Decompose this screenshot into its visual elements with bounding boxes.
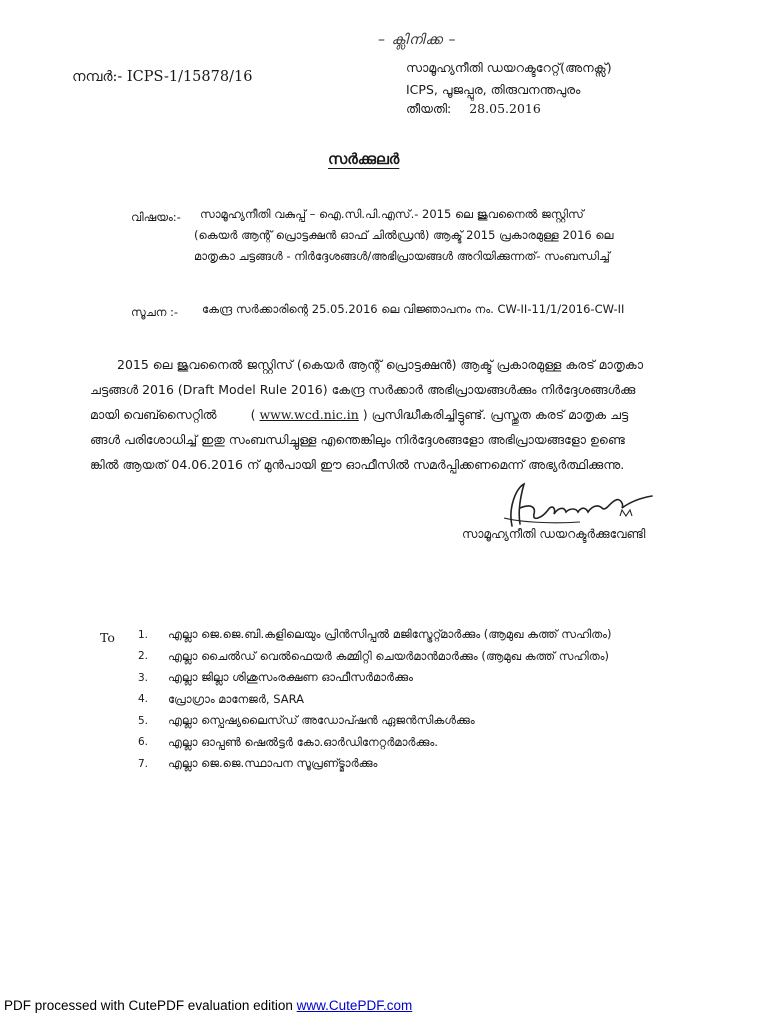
list-item [138,689,611,711]
to-label: To [100,630,115,645]
website-link[interactable]: www.wcd.nic.in [259,407,359,422]
subject-line-2: (കെയർ ആന്റ് പ്രൊട്ടക്ഷൻ ഓഫ് ചിൽഡ്രൻ) ആക്ട് 2015 പ്രകാരമുള്ള 2016 ലെ [194,228,614,242]
recipient-text: എല്ലാ സ്പെഷ്യലൈസ്ഡ് അഡോപ്ഷൻ ഏജൻസികൾക്കും [168,713,475,728]
body-line-3 [90,407,628,423]
recipient-text: എല്ലാ ചൈൽഡ് വെൽഫെയർ കമ്മിറ്റി ചെയർമാൻമാർക്കും (ആമുഖ കത്ത് സഹിതം) [168,648,610,663]
recipient-text: പ്രോഗ്രാം മാനേജർ, SARA [168,691,304,706]
body-line-3-suffix: ) പ്രസിദ്ധീകരിച്ചിട്ടുണ്ട്. പ്രസ്തുത കരട് മാതൃക ചട്ട [362,407,629,422]
reference-text: കേന്ദ്ര സർക്കാരിന്റെ 25.05.2016 ലെ വിജ്ഞാപനം നം. CW-II-11/1/2016-CW-II [202,302,625,316]
footer-text: PDF processed with CutePDF evaluation edition [4,998,293,1013]
date-value: 28.05.2016 [469,101,541,116]
body-line-3-prefix: മായി വെബ്സൈറ്റിൽ [90,407,217,422]
recipient-text: എല്ലാ ജെ.ജെ.ബി.കളിലെയും പ്രിൻസിപ്പൽ മജിസ്ട്രേറ്റ്മാർക്കും (ആമുഖ കത്ത് സഹിതം) [168,627,612,642]
list-item [138,624,611,646]
recipient-text: എല്ലാ ഓപ്പൺ ഷെൽട്ടർ കോ.ഓർഡിനേറ്റർമാർക്കും. [168,734,438,749]
reference-number: നമ്പർ:- ICPS-1/15878/16 [72,69,253,85]
list-item [138,732,611,754]
recipient-text: എല്ലാ ജില്ലാ ശിശുസംരക്ഷണ ഓഫീസർമാർക്കും [168,670,413,685]
subject-label: വിഷയം:- [131,210,181,224]
list-item [138,710,611,732]
date-label: തീയതി: [406,101,452,116]
recipient-number: 6. [138,736,149,749]
signer-title: സാമൂഹ്യനീതി ഡയറക്ടർക്കുവേണ്ടി [462,527,646,541]
recipient-number: 5. [138,714,149,727]
subject-line-1: സാമൂഹ്യനീതി വകുപ്പ് – ഐ.സി.പി.എസ്.- 2015 ലെ ജുവനൈൽ ജസ്റ്റിസ് [200,207,584,221]
office-name: സാമൂഹ്യനീതി ഡയറക്ടറേറ്റ്(അനക്സ്) [406,60,612,75]
body-line-4: ങ്ങൾ പരിശോധിച്ച് ഇതു സംബന്ധിച്ചുള്ള എന്തെങ്കിലും നിർദ്ദേശങ്ങളോ അഭിപ്രായങ്ങളോ ഉണ്ടെ [90,432,625,447]
cutepdf-link[interactable]: www.CutePDF.com [296,998,413,1013]
recipient-list [138,624,611,775]
reference-label: സൂചന :- [131,305,179,319]
list-item [138,646,611,668]
recipient-number: 4. [138,693,149,706]
recipient-number: 7. [138,757,149,770]
body-line-1: 2015 ലെ ജുവനൈൽ ജസ്റ്റിസ് (കെയർ ആന്റ് പ്രൊട്ടക്ഷൻ) ആക്ട് പ്രകാരമുള്ള കരട് മാതൃകാ [117,357,644,372]
body-line-2: ചട്ടങ്ങൾ 2016 (Draft Model Rule 2016) കേന്ദ്ര സർക്കാർ അഭിപ്രായങ്ങൾക്കും നിർദ്ദേശങ്ങൾക്കു [90,382,636,397]
list-item [138,667,611,689]
office-address: ICPS, പൂജപ്പുര, തിരുവനന്തപുരം [406,82,581,97]
body-line-5: ങ്കിൽ ആയത് 04.06.2016 ന് മുൻപായി ഈ ഓഫീസിൽ സമർപ്പിക്കണമെന്ന് അഭ്യർത്ഥിക്കുന്നു. [90,457,625,472]
recipient-number: 1. [138,628,149,641]
document-title: സർക്കുലർ [328,150,400,168]
issue-date [406,101,541,117]
list-item [138,753,611,775]
handwritten-note: – ക്ലിനിക്ക – [378,32,457,48]
recipient-number: 3. [138,671,149,684]
recipient-text: എല്ലാ ജെ.ജെ.സ്ഥാപന സൂപ്രണ്ട്മാർക്കും [168,756,378,771]
recipient-number: 2. [138,650,149,663]
body-line-3-open: ( [250,407,256,422]
subject-line-3: മാതൃകാ ചട്ടങ്ങൾ - നിർദ്ദേശങ്ങൾ/അഭിപ്രായങ്ങൾ അറിയിക്കുന്നത്- സംബന്ധിച്ച് [194,249,610,263]
pdf-footer-note [4,998,412,1013]
